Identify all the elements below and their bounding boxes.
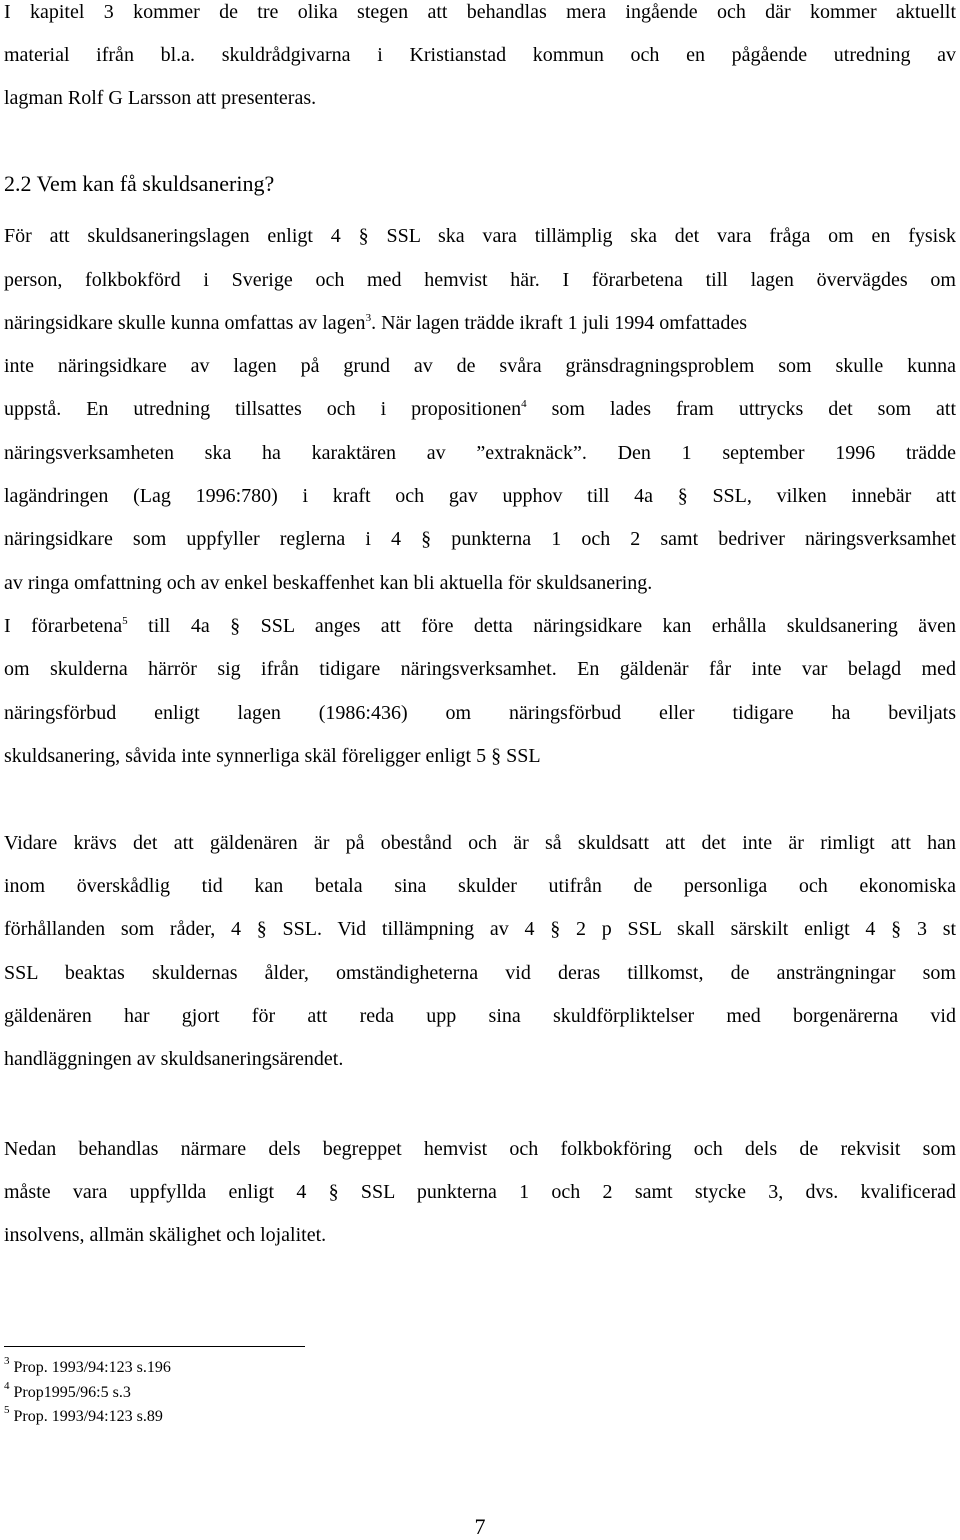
p2-line-2: inom överskådlig tid kan betala sina skulder utifrån de personliga och ekonomiska <box>4 875 956 897</box>
section-sign: § <box>891 918 902 940</box>
p2-line-6: handläggningen av skuldsaneringsärendet. <box>4 1048 344 1070</box>
section-sign: § <box>358 225 369 247</box>
footnote-ref-5: 5 <box>122 615 128 627</box>
p1-line-1: För att skuldsaneringslagen enligt 4 § SSL ska vara tillämplig ska det vara fråga om en fysisk <box>4 225 957 247</box>
section-sign: § <box>421 528 432 550</box>
p2-line-4: SSL beaktas skuldernas ålder, omständigheterna vid deras tillkomst, de ansträngningar som <box>4 962 956 984</box>
p1-line-7: lagändringen (Lag 1996:780) i kraft och gav upphov till 4a § SSL, vilken innebär att <box>4 485 957 507</box>
page-number: 7 <box>474 1514 486 1539</box>
footnote-4: $^4$ Prop1995/96:5 s.3 <box>4 1380 131 1401</box>
p1-line-8: näringsidkare som uppfyller reglerna i 4 § punkterna 1 och 2 samt bedriver näringsverksamhet <box>4 528 957 550</box>
p1-line-4: inte näringsidkare av lagen på grund av de svåra gränsdragningsproblem som skulle kunna <box>4 355 956 377</box>
p3-line-3: insolvens, allmän skälighet och lojalitet. <box>4 1224 327 1246</box>
intro-line-3: lagman Rolf G Larsson att presenteras. <box>4 87 317 109</box>
p1-line-13: skuldsanering, såvida inte synnerliga skäl föreligger enligt 5 § SSL <box>4 745 541 767</box>
p1-line-5: uppstå. En utredning tillsattes och i propositionen$^4$ som lades fram uttrycks det som att <box>4 398 956 420</box>
section-sign: § <box>328 1181 339 1203</box>
footnote-ref-3: 3 <box>365 312 372 324</box>
p2-line-5: gäldenären har gjort för att reda upp sina skuldförpliktelser med borgenärerna vid <box>4 1005 956 1027</box>
p1-line-3: näringsidkare skulle kunna omfattas av lagen$^3$. När lagen trädde ikraft 1 juli 1994 omfattades <box>4 312 748 334</box>
footnote-3: $^3$ Prop. 1993/94:123 s.196 <box>4 1355 171 1376</box>
p1-line-6: näringsverksamheten ska ha karaktären av ”extraknäck”. Den 1 september 1996 trädde <box>4 442 956 464</box>
p3-line-2: måste vara uppfyllda enligt 4 § SSL punkterna 1 och 2 samt stycke 3, dvs. kvalificerad <box>4 1181 957 1203</box>
section-sign: § <box>550 918 561 940</box>
footnote-divider <box>4 1346 305 1347</box>
intro-line-2: material ifrån bl.a. skuldrådgivarna i Kristianstad kommun och en pågående utredning av <box>4 44 956 66</box>
section-sign: § <box>230 615 241 637</box>
p1-line-12: näringsförbud enligt lagen (1986:436) om näringsförbud eller tidigare ha beviljats <box>4 702 956 724</box>
section-sign: § <box>677 485 688 507</box>
p1-line-10: I förarbetena$^5$ till 4a § SSL anges att före detta näringsidkare kan erhålla skuldsanering även <box>4 615 957 637</box>
p1-line-11: om skulderna härrör sig ifrån tidigare näringsverksamhet. En gäldenär får inte var belagd med <box>4 658 956 680</box>
intro-line-1: I kapitel 3 kommer de tre olika stegen att behandlas mera ingående och där kommer aktuellt <box>4 1 956 23</box>
p1-line-2: person, folkbokförd i Sverige och med hemvist här. I förarbetena till lagen övervägdes om <box>4 269 956 291</box>
p2-line-3: förhållanden som råder, 4 § SSL. Vid tillämpning av 4 § 2 p SSL skall särskilt enligt 4 § 3 st <box>4 918 957 940</box>
p2-line-1: Vidare krävs det att gäldenären är på obestånd och är så skuldsatt att det inte är rimligt att han <box>4 832 956 854</box>
p3-line-1: Nedan behandlas närmare dels begreppet hemvist och folkbokföring och dels de rekvisit som <box>4 1138 956 1160</box>
section-heading: 2.2 Vem kan få skuldsanering? <box>4 171 275 196</box>
footnote-5: $^5$ Prop. 1993/94:123 s.89 <box>4 1404 163 1425</box>
p1-line-9: av ringa omfattning och av enkel beskaffenhet kan bli aktuella för skuldsanering. <box>4 572 653 594</box>
footnote-ref-4: 4 <box>521 398 527 410</box>
section-sign: § <box>256 918 267 940</box>
section-sign: § <box>491 745 502 767</box>
